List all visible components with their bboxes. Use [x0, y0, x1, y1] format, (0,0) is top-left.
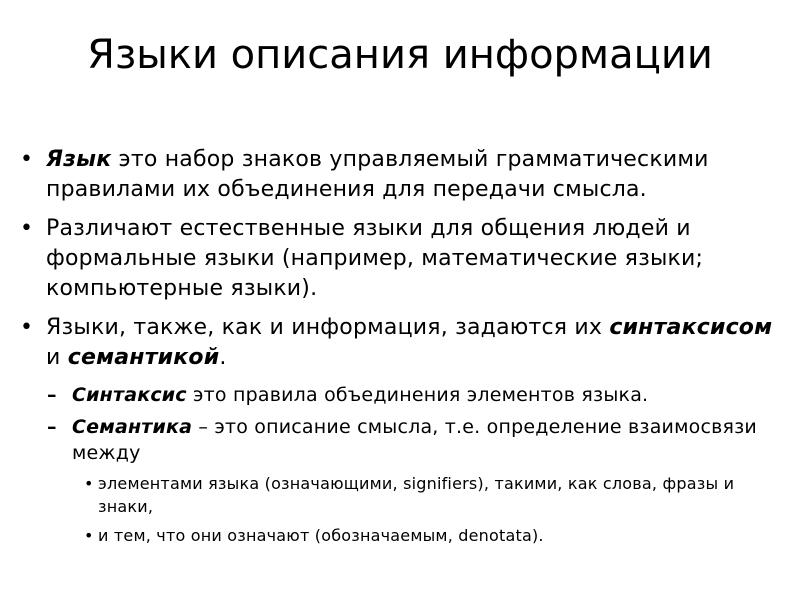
syntax-definition-text: это правила объединения элементов языка. [186, 384, 649, 406]
bullet-icon: • [20, 216, 34, 241]
small-bullet-icon: • [84, 526, 94, 545]
sub-sub-bullet-signifiers [20, 472, 790, 518]
bullet-language-types [20, 214, 790, 304]
sub-bullet-semantics [20, 414, 790, 466]
language-types-text: Различают естественные языки для общения людей и формальные языки (например, математические языки; компьютерные языки). [46, 216, 704, 301]
bullet-icon: • [20, 315, 34, 340]
sub-sub-bullet-denotata [20, 524, 790, 547]
syntax-semantics-text-3: . [219, 345, 227, 370]
syntax-semantics-text-1: Языки, также, как и информация, задаются их [46, 315, 610, 340]
bullet-language-definition [20, 145, 790, 205]
term-syntax-emphasis: синтаксисом [609, 315, 773, 340]
bullet-icon: • [20, 147, 34, 172]
term-semantics: Семантика [72, 416, 193, 438]
semantics-definition-text: – это описание смысла, т.е. определение взаимосвязи между [72, 416, 757, 464]
slide-content [20, 145, 790, 553]
signifiers-text: элементами языка (означающими, signifiers), такими, как слова, фразы и знаки, [98, 474, 735, 516]
term-syntax: Синтаксис [72, 384, 187, 406]
small-bullet-icon: • [84, 474, 94, 493]
syntax-semantics-text-2: и [46, 345, 68, 370]
denotata-text: и тем, что они означают (обозначаемым, denotata). [98, 526, 544, 545]
slide-title: Языки описания информации [87, 32, 713, 78]
sub-bullet-syntax [20, 382, 790, 408]
dash-icon: – [47, 384, 57, 406]
bullet-syntax-semantics [20, 313, 790, 373]
language-definition-text: это набор знаков управляемый грамматическими правилами их объединения для передачи смысла. [46, 147, 709, 202]
term-language: Язык [46, 147, 112, 172]
term-semantics-emphasis: семантикой [67, 345, 220, 370]
dash-icon: – [47, 416, 57, 438]
